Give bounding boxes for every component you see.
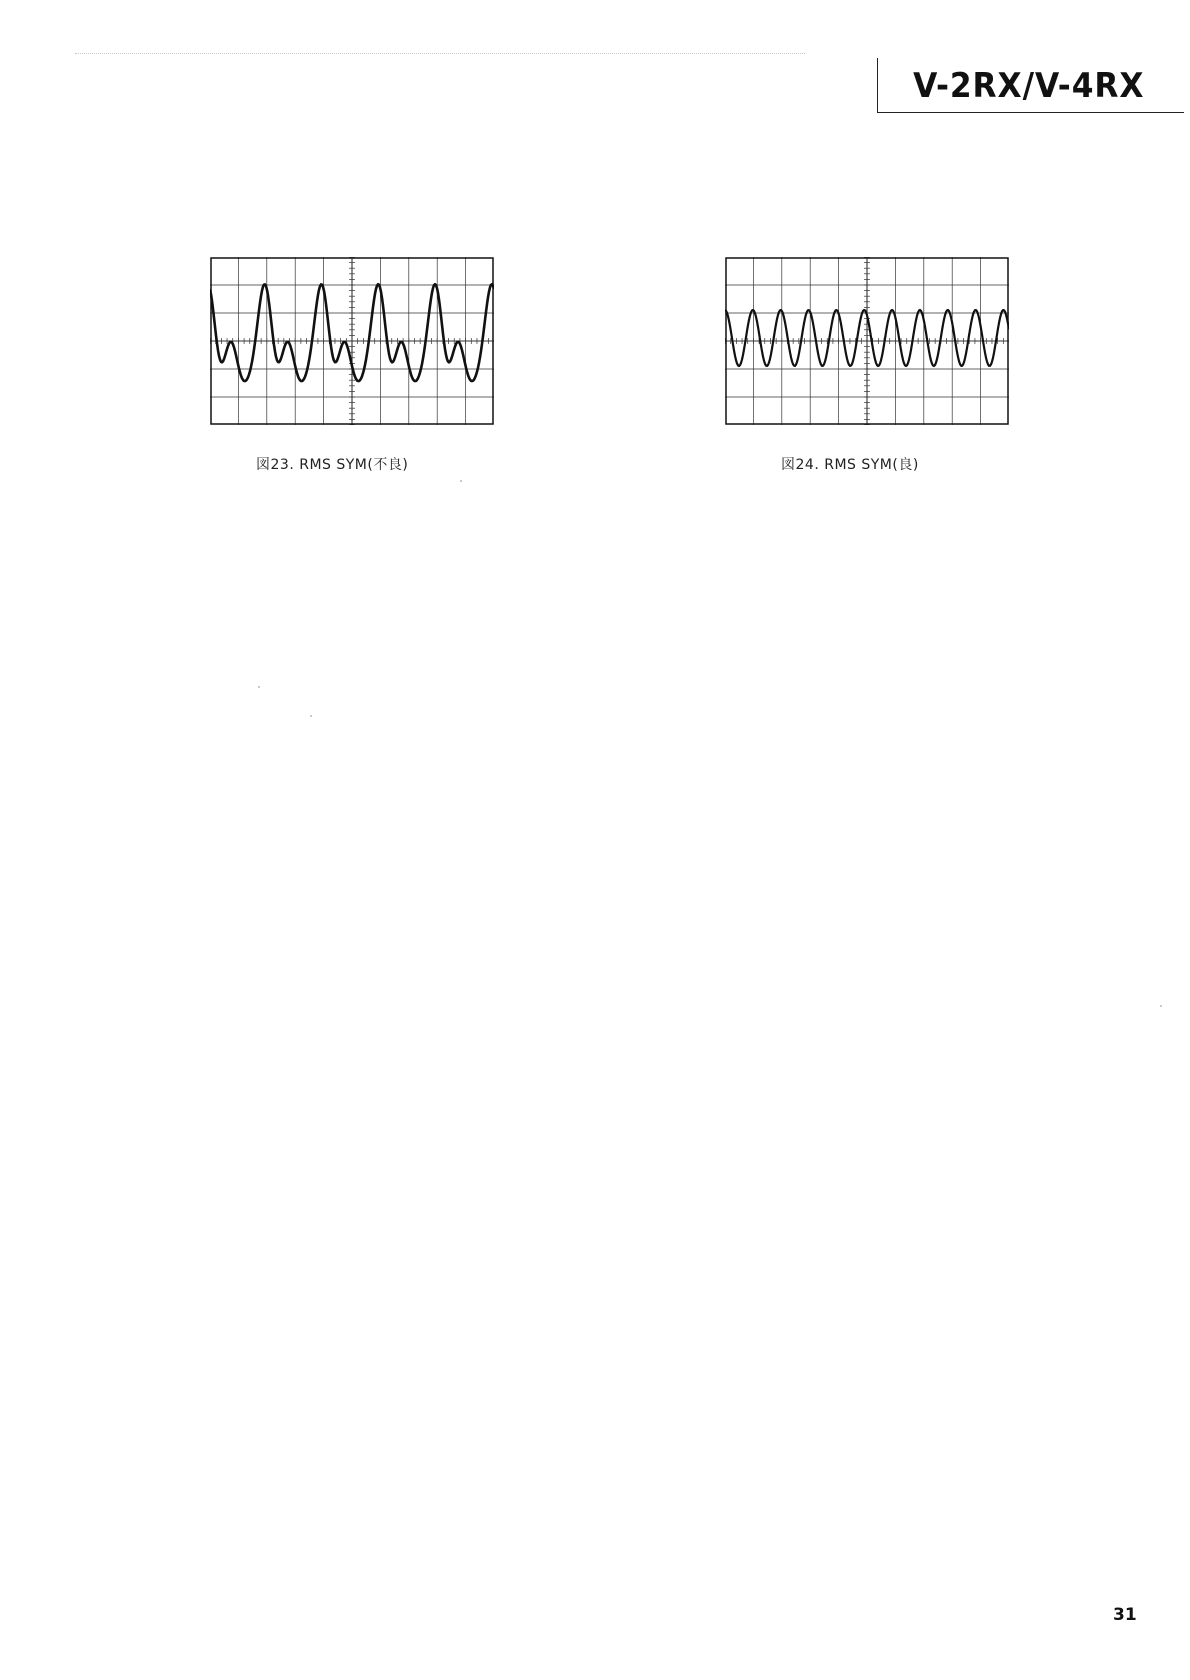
- scan-speck: [310, 715, 312, 717]
- top-dotted-rule: [75, 53, 805, 54]
- scan-speck: [258, 686, 260, 688]
- oscilloscope-screen-23: [210, 257, 494, 425]
- figure-23-caption: 図23. RMS SYM(不良): [256, 457, 409, 473]
- header-model-box: [877, 58, 1184, 113]
- scope-grid: [210, 257, 494, 425]
- oscilloscope-figure-24: [725, 257, 1009, 425]
- oscilloscope-figure-23: [210, 257, 494, 425]
- figure-24-caption: 図24. RMS SYM(良): [781, 457, 919, 473]
- scan-speck: [1160, 1005, 1162, 1007]
- scan-speck: [460, 480, 462, 482]
- page-number: 31: [1113, 1605, 1137, 1625]
- oscilloscope-screen-24: [725, 257, 1009, 425]
- scope-grid: [725, 257, 1009, 425]
- model-title: V-2RX/V-4RX: [912, 66, 1144, 106]
